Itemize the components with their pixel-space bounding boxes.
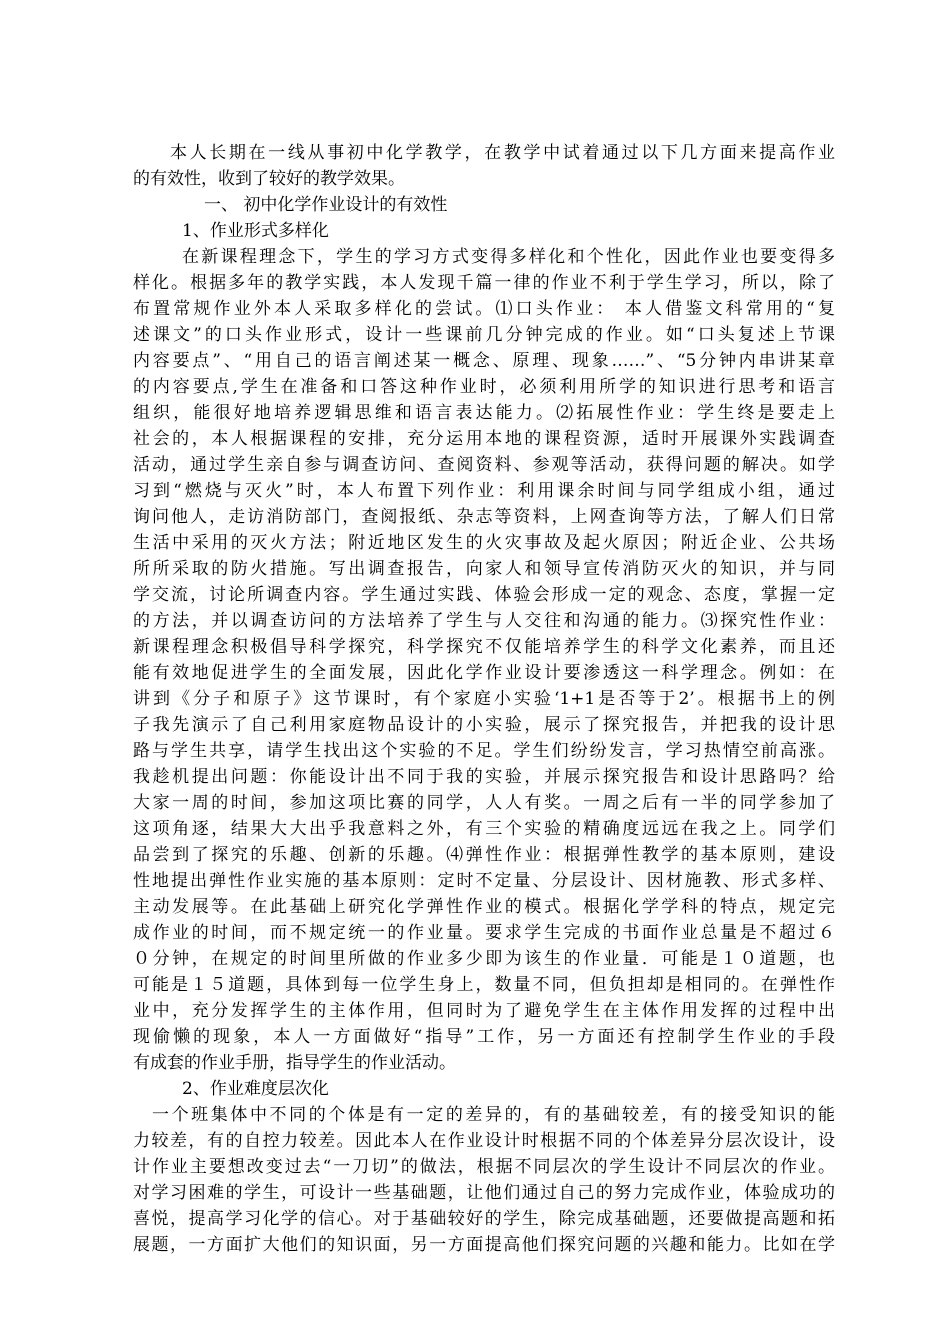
paragraph-line: 生活中采用的灭火方法；附近地区发生的火灾事故及起火原因；附近企业、公共场: [133, 533, 835, 553]
paragraph-line: 计作业主要想改变过去“一刀切”的做法，根据不同层次的学生设计不同层次的作业。: [133, 1157, 835, 1177]
paragraph-line: 大家一周的时间，参加这项比赛的同学，人人有奖。一周之后有一半的同学参加了: [133, 793, 835, 813]
paragraph-line: 子我先演示了自己利用家庭物品设计的小实验，展示了探究报告，并把我的设计思: [133, 715, 835, 735]
paragraph-line: 主动发展等。在此基础上研究化学弹性作业的模式。根据化学学科的特点，规定完: [133, 897, 835, 917]
paragraph-line: 性地提出弹性作业实施的基本原则：定时不定量、分层设计、因材施教、形式多样、: [133, 871, 835, 891]
paragraph-line: 在新课程理念下，学生的学习方式变得多样化和个性化，因此作业也要变得多: [182, 247, 835, 267]
paragraph-line: 本人长期在一线从事初中化学教学，在教学中试着通过以下几方面来提高作业: [170, 143, 835, 163]
paragraph-line: 对学习困难的学生，可设计一些基础题，让他们通过自己的努力完成作业，体验成功的: [133, 1183, 835, 1203]
paragraph-line: 学交流，讨论所调查内容。学生通过实践、体验会形成一定的观念、态度，掌握一定: [133, 585, 835, 605]
paragraph-line: 有成套的作业手册，指导学生的作业活动。: [133, 1053, 456, 1073]
paragraph-line: 的方法，并以调查访问的方法培养了学生与人交往和沟通的能力。⑶探究性作业：: [133, 611, 835, 631]
paragraph-line: 路与学生共享，请学生找出这个实验的不足。学生们纷纷发言，学习热情空前高涨。: [133, 741, 835, 761]
paragraph-line: 品尝到了探究的乐趣、创新的乐趣。⑷弹性作业：根据弹性教学的基本原则，建设: [133, 845, 835, 865]
paragraph-line: 的内容要点,学生在准备和口答这种作业时，必须利用所学的知识进行思考和语言: [133, 377, 835, 397]
paragraph-line: 的有效性，收到了较好的教学效果。: [133, 169, 405, 189]
paragraph-line: 能有效地促进学生的全面发展，因此化学作业设计要渗透这一科学理念。例如：在: [133, 663, 835, 683]
paragraph-line: 布置常规作业外本人采取多样化的尝试。⑴口头作业： 本人借鉴文科常用的“复: [133, 299, 835, 319]
paragraph-line: 成作业的时间，而不规定统一的作业量。要求学生完成的书面作业总量是不超过６: [133, 923, 835, 943]
paragraph-line: 活动，通过学生亲自参与调查访问、查阅资料、参观等活动，获得问题的解决。如学: [133, 455, 835, 475]
paragraph-line: 一个班集体中不同的个体是有一定的差异的，有的基础较差，有的接受知识的能: [152, 1105, 835, 1125]
paragraph-line: 内容要点”、“用自己的语言阐述某一概念、原理、现象……”、“5分钟内串讲某章: [133, 351, 835, 371]
paragraph-line: 样化。根据多年的教学实践，本人发现千篇一律的作业不利于学生学习，所以，除了: [133, 273, 835, 293]
paragraph-line: 喜悦，提高学习化学的信心。对于基础较好的学生，除完成基础题，还要做提高题和拓: [133, 1209, 835, 1229]
paragraph-line: 讲到《分子和原子》这节课时，有个家庭小实验‘1+1是否等于2’。根据书上的例: [133, 689, 835, 709]
paragraph-line: 这项角逐，结果大大出乎我意料之外，有三个实验的精确度远远在我之上。同学们: [133, 819, 835, 839]
paragraph-line: 习到“燃烧与灭火”时，本人布置下列作业：利用课余时间与同学组成小组，通过: [133, 481, 835, 501]
paragraph-line: 我趁机提出问题：你能设计出不同于我的实验，并展示探究报告和设计思路吗？给: [133, 767, 835, 787]
paragraph-line: 社会的，本人根据课程的安排，充分运用本地的课程资源，适时开展课外实践调查: [133, 429, 835, 449]
paragraph-line: 询问他人，走访消防部门，查阅报纸、杂志等资料，上网查询等方法，了解人们日常: [133, 507, 835, 527]
paragraph-line: ０分钟，在规定的时间里所做的作业多少即为该生的作业量．可能是１０道题，也: [133, 949, 835, 969]
paragraph-line: 现偷懒的现象，本人一方面做好“指导”工作，另一方面还有控制学生作业的手段: [133, 1027, 835, 1047]
paragraph-line: 新课程理念积极倡导科学探究，科学探究不仅能培养学生的科学文化素养，而且还: [133, 637, 835, 657]
subsection-heading: 2、作业难度层次化: [182, 1079, 329, 1099]
paragraph-line: 组织，能很好地培养逻辑思维和语言表达能力。⑵拓展性作业：学生终是要走上: [133, 403, 835, 423]
paragraph-line: 所所采取的防火措施。写出调查报告，向家人和领导宣传消防灭火的知识，并与同: [133, 559, 835, 579]
subsection-heading: 1、作业形式多样化: [182, 221, 329, 241]
paragraph-line: 力较差，有的自控力较差。因此本人在作业设计时根据不同的个体差异分层次设计，设: [133, 1131, 835, 1151]
paragraph-line: 展题，一方面扩大他们的知识面，另一方面提高他们探究问题的兴趣和能力。比如在学: [133, 1235, 835, 1255]
paragraph-line: 述课文”的口头作业形式，设计一些课前几分钟完成的作业。如“口头复述上节课: [133, 325, 835, 345]
section-heading: 一、 初中化学作业设计的有效性: [204, 195, 448, 215]
paragraph-line: 业中，充分发挥学生的主体作用，但同时为了避免学生在主体作用发挥的过程中出: [133, 1001, 835, 1021]
paragraph-line: 可能是１５道题，具体到每一位学生身上，数量不同，但负担却是相同的。在弹性作: [133, 975, 835, 995]
